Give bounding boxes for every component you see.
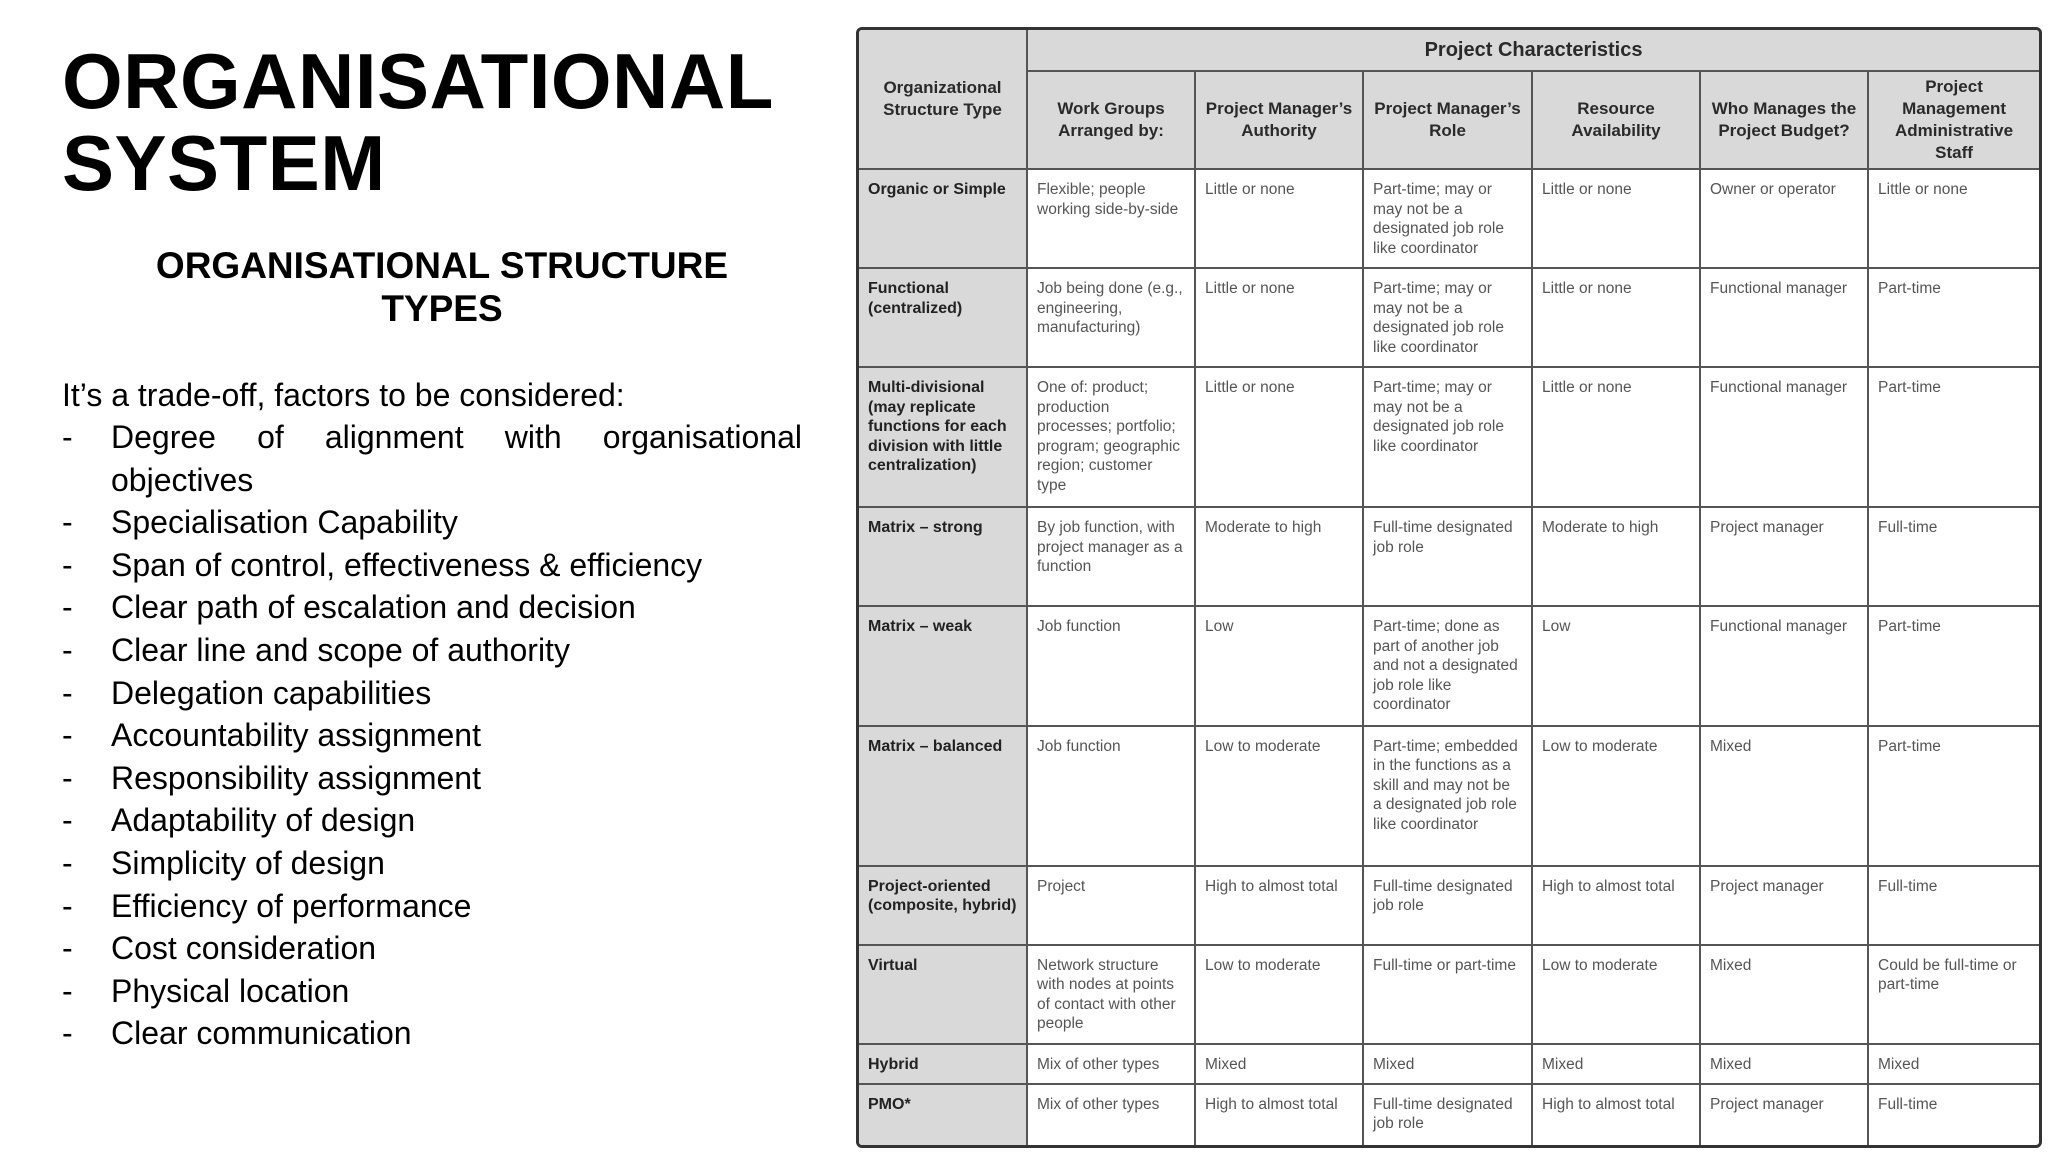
table-row xyxy=(859,507,2039,606)
table-cell: Low xyxy=(1532,606,1700,726)
factor-item xyxy=(62,757,802,800)
table-cell: Little or none xyxy=(1195,268,1363,367)
title-line-2: SYSTEM xyxy=(62,119,386,207)
factor-text: Cost consideration xyxy=(111,930,377,967)
table-cell: Mix of other types xyxy=(1027,1044,1195,1084)
row-header-cell: Organic or Simple xyxy=(859,169,1027,268)
subtitle-line-2: TYPES xyxy=(381,288,503,329)
structure-table-panel xyxy=(856,27,2042,1148)
bullet-dash: - xyxy=(62,674,73,711)
table-cell: Part-time; embedded in the functions as a skill and may not be a designated job role like coordinator xyxy=(1363,726,1532,866)
bullet-dash: - xyxy=(62,759,73,796)
table-cell: Full-time designated job role xyxy=(1363,1084,1532,1145)
table-cell: Part-time xyxy=(1868,268,2039,367)
factor-item xyxy=(62,842,802,885)
table-cell: High to almost total xyxy=(1195,1084,1363,1145)
table-cell: High to almost total xyxy=(1195,866,1363,945)
row-header-cell: Hybrid xyxy=(859,1044,1027,1084)
slide-subtitle xyxy=(62,244,802,330)
table-row xyxy=(859,367,2039,507)
factor-text: Physical location xyxy=(111,972,350,1009)
factor-item xyxy=(62,672,802,715)
table-column-header-row xyxy=(859,71,2039,169)
table-row xyxy=(859,1044,2039,1084)
slide-title xyxy=(62,37,802,207)
table-cell: Functional manager xyxy=(1700,367,1868,507)
bullet-dash: - xyxy=(62,546,73,583)
table-cell: Moderate to high xyxy=(1532,507,1700,606)
factor-item xyxy=(62,885,802,928)
table-cell: Part-time xyxy=(1868,726,2039,866)
title-line-1: ORGANISATIONAL xyxy=(62,37,774,125)
bullet-dash: - xyxy=(62,844,73,881)
bullet-dash: - xyxy=(62,419,73,455)
table-cell: Mixed xyxy=(1195,1044,1363,1084)
table-cell: Low to moderate xyxy=(1532,726,1700,866)
table-row xyxy=(859,726,2039,866)
table-cell: Part-time; may or may not be a designated job role like coordinator xyxy=(1363,268,1532,367)
table-cell: Full-time designated job role xyxy=(1363,866,1532,945)
table-cell: Little or none xyxy=(1868,169,2039,268)
table-cell: High to almost total xyxy=(1532,866,1700,945)
table-cell: Project manager xyxy=(1700,507,1868,606)
factor-text: Clear communication xyxy=(111,1015,412,1052)
table-group-header-row xyxy=(859,30,2039,71)
table-cell: Low to moderate xyxy=(1195,726,1363,866)
table-cell: Project manager xyxy=(1700,866,1868,945)
factor-text: Clear line and scope of authority xyxy=(111,631,570,668)
structure-types-table xyxy=(859,30,2039,1145)
table-cell: Full-time xyxy=(1868,866,2039,945)
table-cell: Part-time; may or may not be a designated job role like coordinator xyxy=(1363,367,1532,507)
table-cell: Moderate to high xyxy=(1195,507,1363,606)
factor-item xyxy=(62,544,802,587)
factor-item xyxy=(62,799,802,842)
table-cell: Mix of other types xyxy=(1027,1084,1195,1145)
table-cell: Little or none xyxy=(1532,268,1700,367)
group-header-project-characteristics: Project Characteristics xyxy=(1027,30,2039,71)
table-cell: Mixed xyxy=(1363,1044,1532,1084)
table-cell: Mixed xyxy=(1700,1044,1868,1084)
table-cell: Part-time xyxy=(1868,367,2039,507)
table-cell: Job function xyxy=(1027,606,1195,726)
bullet-dash: - xyxy=(62,589,73,626)
factor-item xyxy=(62,970,802,1013)
table-cell: Job being done (e.g., engineering, manufacturing) xyxy=(1027,268,1195,367)
row-header-cell: Matrix – strong xyxy=(859,507,1027,606)
table-cell: Little or none xyxy=(1195,169,1363,268)
factor-text: Responsibility assignment xyxy=(111,759,481,796)
factor-text: Degree of alignment with organisational objectives xyxy=(111,419,802,498)
table-cell: Low to moderate xyxy=(1195,945,1363,1044)
table-cell: Owner or operator xyxy=(1700,169,1868,268)
factor-list xyxy=(62,416,802,1055)
column-header-work-groups: Work Groups Arranged by: xyxy=(1027,71,1195,169)
column-header-pm-authority: Project Manager’s Authority xyxy=(1195,71,1363,169)
table-cell: Mixed xyxy=(1532,1044,1700,1084)
row-header-cell: Matrix – balanced xyxy=(859,726,1027,866)
factor-item xyxy=(62,1012,802,1055)
table-row xyxy=(859,606,2039,726)
factor-item xyxy=(62,586,802,629)
table-row xyxy=(859,866,2039,945)
table-cell: Full-time or part-time xyxy=(1363,945,1532,1044)
table-cell: Full-time xyxy=(1868,507,2039,606)
factor-text: Simplicity of design xyxy=(111,844,385,881)
bullet-dash: - xyxy=(62,930,73,967)
table-row xyxy=(859,945,2039,1044)
table-cell: Could be full-time or part-time xyxy=(1868,945,2039,1044)
table-cell: Low to moderate xyxy=(1532,945,1700,1044)
bullet-dash: - xyxy=(62,972,73,1009)
factor-text: Efficiency of performance xyxy=(111,887,472,924)
table-cell: Part-time; done as part of another job and not a designated job role like coordinator xyxy=(1363,606,1532,726)
factor-item xyxy=(62,714,802,757)
table-cell: Project xyxy=(1027,866,1195,945)
bullet-dash: - xyxy=(62,717,73,754)
table-cell: Job function xyxy=(1027,726,1195,866)
table-row xyxy=(859,268,2039,367)
factor-text: Adaptability of design xyxy=(111,802,416,839)
bullet-dash: - xyxy=(62,631,73,668)
subtitle-line-1: ORGANISATIONAL STRUCTURE xyxy=(155,245,729,286)
table-cell: Functional manager xyxy=(1700,268,1868,367)
table-cell: Functional manager xyxy=(1700,606,1868,726)
table-cell: Little or none xyxy=(1532,367,1700,507)
table-cell: Little or none xyxy=(1532,169,1700,268)
table-row xyxy=(859,1084,2039,1145)
factor-text: Clear path of escalation and decision xyxy=(111,589,636,626)
table-cell: Network structure with nodes at points of contact with other people xyxy=(1027,945,1195,1044)
table-cell: Project manager xyxy=(1700,1084,1868,1145)
table-cell: One of: product; production processes; portfolio; program; geographic region; customer type xyxy=(1027,367,1195,507)
table-cell: Part-time xyxy=(1868,606,2039,726)
table-cell: Mixed xyxy=(1700,726,1868,866)
factor-text: Span of control, effectiveness & efficiency xyxy=(111,546,703,583)
table-cell: High to almost total xyxy=(1532,1084,1700,1145)
row-header-cell: Virtual xyxy=(859,945,1027,1044)
table-cell: Mixed xyxy=(1700,945,1868,1044)
factor-text: Accountability assignment xyxy=(111,717,481,754)
row-header-cell: Project-oriented (composite, hybrid) xyxy=(859,866,1027,945)
table-cell: Part-time; may or may not be a designated job role like coordinator xyxy=(1363,169,1532,268)
row-header-cell: Multi-divisional (may replicate functions for each division with little centralization) xyxy=(859,367,1027,507)
left-panel xyxy=(62,37,802,1055)
row-header-cell: Functional (centralized) xyxy=(859,268,1027,367)
bullet-dash: - xyxy=(62,802,73,839)
factor-item xyxy=(62,501,802,544)
table-cell: Low xyxy=(1195,606,1363,726)
row-header-cell: PMO* xyxy=(859,1084,1027,1145)
factor-item xyxy=(62,416,802,501)
table-cell: Full-time designated job role xyxy=(1363,507,1532,606)
factor-item xyxy=(62,927,802,970)
column-header-admin-staff: Project Management Administrative Staff xyxy=(1868,71,2039,169)
table-cell: Flexible; people working side-by-side xyxy=(1027,169,1195,268)
column-header-structure-type: Organizational Structure Type xyxy=(859,30,1027,169)
row-header-cell: Matrix – weak xyxy=(859,606,1027,726)
bullet-dash: - xyxy=(62,504,73,541)
table-cell: Little or none xyxy=(1195,367,1363,507)
intro-text: It’s a trade-off, factors to be considered: xyxy=(62,377,625,413)
factor-text: Delegation capabilities xyxy=(111,674,432,711)
table-cell: By job function, with project manager as a function xyxy=(1027,507,1195,606)
bullet-dash: - xyxy=(62,1015,73,1052)
table-cell: Mixed xyxy=(1868,1044,2039,1084)
column-header-pm-role: Project Manager’s Role xyxy=(1363,71,1532,169)
factor-item xyxy=(62,629,802,672)
factor-text: Specialisation Capability xyxy=(111,504,458,541)
bullet-dash: - xyxy=(62,887,73,924)
table-cell: Full-time xyxy=(1868,1084,2039,1145)
column-header-budget-manager: Who Manages the Project Budget? xyxy=(1700,71,1868,169)
column-header-resource-availability: Resource Availability xyxy=(1532,71,1700,169)
table-row xyxy=(859,169,2039,268)
table-body xyxy=(859,169,2039,1145)
